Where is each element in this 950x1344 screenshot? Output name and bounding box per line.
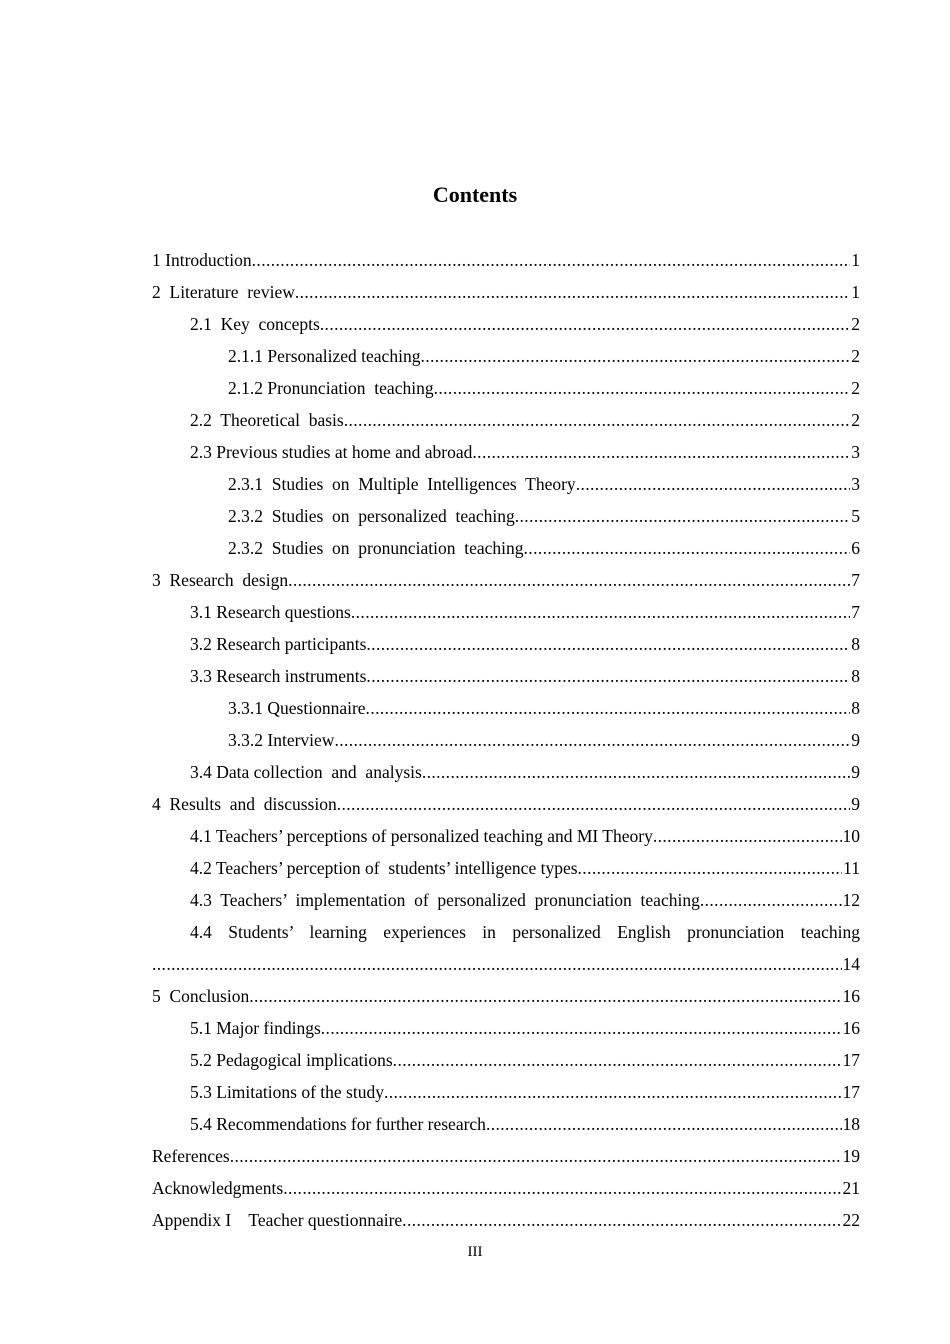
toc-entry[interactable] [152, 724, 860, 756]
toc-entry[interactable] [152, 244, 860, 276]
toc-entry-label: 2 Literature review [152, 282, 295, 302]
toc-entry-label: 4.4 Students’ learning experiences in personalized English pronunciation teaching [190, 922, 860, 942]
toc-entry-label: 5.4 Recommendations for further research [190, 1114, 486, 1134]
toc-entry[interactable] [152, 884, 860, 916]
toc-entry[interactable] [152, 916, 860, 948]
toc-entry-page-number: 6 [851, 538, 860, 558]
toc-entry-page-number: 7 [851, 602, 860, 622]
toc-entry[interactable] [152, 1204, 860, 1236]
toc-entry-page-number: 7 [851, 570, 860, 590]
toc-entry-page-number: 2 [851, 314, 860, 334]
toc-entry-page-number: 2 [851, 346, 860, 366]
toc-leader-dots [366, 660, 850, 692]
toc-leader-dots [351, 596, 850, 628]
toc-entry-label: 3.2 Research participants [190, 634, 367, 654]
toc-entry[interactable] [152, 1140, 860, 1172]
toc-entry[interactable] [152, 1044, 860, 1076]
toc-leader-dots [402, 1204, 841, 1236]
toc-leader-dots [515, 500, 851, 532]
toc-entry[interactable] [152, 276, 860, 308]
toc-entry-page-number: 11 [843, 858, 860, 878]
toc-entry[interactable] [152, 436, 860, 468]
toc-entry[interactable] [152, 628, 860, 660]
toc-entry-label: 3.1 Research questions [190, 602, 351, 622]
toc-leader-dots [524, 532, 851, 564]
toc-entry-page-number: 19 [842, 1146, 860, 1166]
toc-entry-label: 2.3.2 Studies on pronunciation teaching [228, 538, 524, 558]
toc-entry-page-number: 9 [851, 762, 860, 782]
toc-entry-label: 2.3.1 Studies on Multiple Intelligences Theory [228, 474, 576, 494]
toc-entry[interactable] [152, 1076, 860, 1108]
toc-entry-label: 1 Introduction [152, 250, 252, 270]
toc-entry[interactable] [152, 1108, 860, 1140]
toc-entry-page-number: 22 [842, 1210, 860, 1230]
toc-entry-page-number: 9 [851, 794, 860, 814]
toc-leader-dots [700, 884, 842, 916]
toc-entry-page-number: 5 [851, 506, 860, 526]
toc-leader-dots [420, 340, 850, 372]
toc-entry-label: Acknowledgments [152, 1178, 284, 1198]
toc-entry-label: Appendix I Teacher questionnaire [152, 1210, 403, 1230]
toc-entry[interactable] [152, 404, 860, 436]
toc-leader-dots [366, 628, 850, 660]
toc-entry[interactable] [152, 788, 860, 820]
toc-entry-label: 2.3 Previous studies at home and abroad [190, 442, 473, 462]
toc-entry-label: 3 Research design [152, 570, 289, 590]
toc-leader-dots [366, 692, 851, 724]
toc-leader-dots [422, 756, 850, 788]
toc-entry-page-number: 14 [842, 954, 860, 974]
toc-leader-dots [486, 1108, 842, 1140]
toc-leader-dots [249, 980, 841, 1012]
toc-entry-page-number: 8 [851, 666, 860, 686]
toc-entry-label: 3.3 Research instruments [190, 666, 367, 686]
toc-leader-dots [320, 308, 850, 340]
toc-entry[interactable] [152, 1012, 860, 1044]
toc-entry-page-number: 2 [851, 410, 860, 430]
toc-entry-label: 3.4 Data collection and analysis [190, 762, 422, 782]
toc-leader-dots [252, 244, 851, 276]
toc-entry[interactable] [152, 468, 860, 500]
toc-entry-label: References [152, 1146, 230, 1166]
toc-entry[interactable] [152, 820, 860, 852]
toc-entry-label: 4.3 Teachers’ implementation of personalized pronunciation teaching [190, 890, 700, 910]
toc-entry[interactable] [152, 372, 860, 404]
table-of-contents [152, 244, 860, 1236]
toc-entry[interactable] [152, 1172, 860, 1204]
toc-entry-label: 5 Conclusion [152, 986, 250, 1006]
toc-entry-label: 5.1 Major findings [190, 1018, 321, 1038]
toc-entry-page-number: 3 [851, 474, 860, 494]
footer-page-number: III [467, 1244, 483, 1260]
toc-entry[interactable] [152, 948, 860, 980]
toc-entry-label: 3.3.1 Questionnaire [228, 698, 366, 718]
toc-entry-page-number: 16 [842, 1018, 860, 1038]
toc-leader-dots [384, 1076, 842, 1108]
toc-entry-page-number: 17 [842, 1050, 860, 1070]
toc-entry-page-number: 2 [851, 378, 860, 398]
toc-leader-dots [472, 436, 850, 468]
toc-leader-dots [152, 948, 842, 980]
toc-entry[interactable] [152, 596, 860, 628]
toc-entry-label: 4.2 Teachers’ perception of students’ intelligence types [190, 858, 578, 878]
toc-entry-label: 4 Results and discussion [152, 794, 337, 814]
toc-leader-dots [344, 404, 851, 436]
toc-entry[interactable] [152, 980, 860, 1012]
toc-leader-dots [334, 724, 850, 756]
toc-entry-page-number: 12 [842, 890, 860, 910]
toc-leader-dots [576, 468, 851, 500]
toc-leader-dots [230, 1140, 842, 1172]
toc-entry[interactable] [152, 852, 860, 884]
toc-leader-dots [337, 788, 851, 820]
toc-entry[interactable] [152, 756, 860, 788]
toc-entry-label: 5.2 Pedagogical implications [190, 1050, 393, 1070]
toc-entry-label: 2.1 Key concepts [190, 314, 320, 334]
toc-entry[interactable] [152, 308, 860, 340]
toc-entry-label: 2.2 Theoretical basis [190, 410, 344, 430]
toc-entry-page-number: 3 [851, 442, 860, 462]
toc-entry[interactable] [152, 692, 860, 724]
toc-entry-label: 4.1 Teachers’ perceptions of personalized teaching and MI Theory [190, 826, 653, 846]
toc-entry-label: 5.3 Limitations of the study [190, 1082, 384, 1102]
toc-entry[interactable] [152, 532, 860, 564]
toc-entry-label: 2.1.1 Personalized teaching [228, 346, 421, 366]
toc-leader-dots [393, 1044, 842, 1076]
toc-entry[interactable] [152, 660, 860, 692]
toc-leader-dots [578, 852, 843, 884]
toc-entry-page-number: 9 [851, 730, 860, 750]
toc-entry-label: 2.3.2 Studies on personalized teaching [228, 506, 515, 526]
toc-entry-label: 3.3.2 Interview [228, 730, 335, 750]
toc-entry-page-number: 18 [842, 1114, 860, 1134]
toc-entry-page-number: 17 [842, 1082, 860, 1102]
page-title: Contents [432, 182, 518, 207]
toc-entry-page-number: 16 [842, 986, 860, 1006]
toc-entry-page-number: 1 [851, 250, 860, 270]
toc-leader-dots [295, 276, 850, 308]
toc-entry-label: 2.1.2 Pronunciation teaching [228, 378, 434, 398]
toc-entry[interactable] [152, 500, 860, 532]
toc-leader-dots [283, 1172, 841, 1204]
toc-entry-page-number: 10 [842, 826, 860, 846]
toc-entry[interactable] [152, 340, 860, 372]
toc-entry-page-number: 21 [842, 1178, 860, 1198]
toc-entry-page-number: 8 [851, 698, 860, 718]
toc-leader-dots [321, 1012, 842, 1044]
toc-leader-dots [288, 564, 850, 596]
toc-leader-dots [653, 820, 842, 852]
toc-leader-dots [434, 372, 851, 404]
toc-entry-page-number: 8 [851, 634, 860, 654]
toc-entry-page-number: 1 [851, 282, 860, 302]
toc-entry[interactable] [152, 564, 860, 596]
